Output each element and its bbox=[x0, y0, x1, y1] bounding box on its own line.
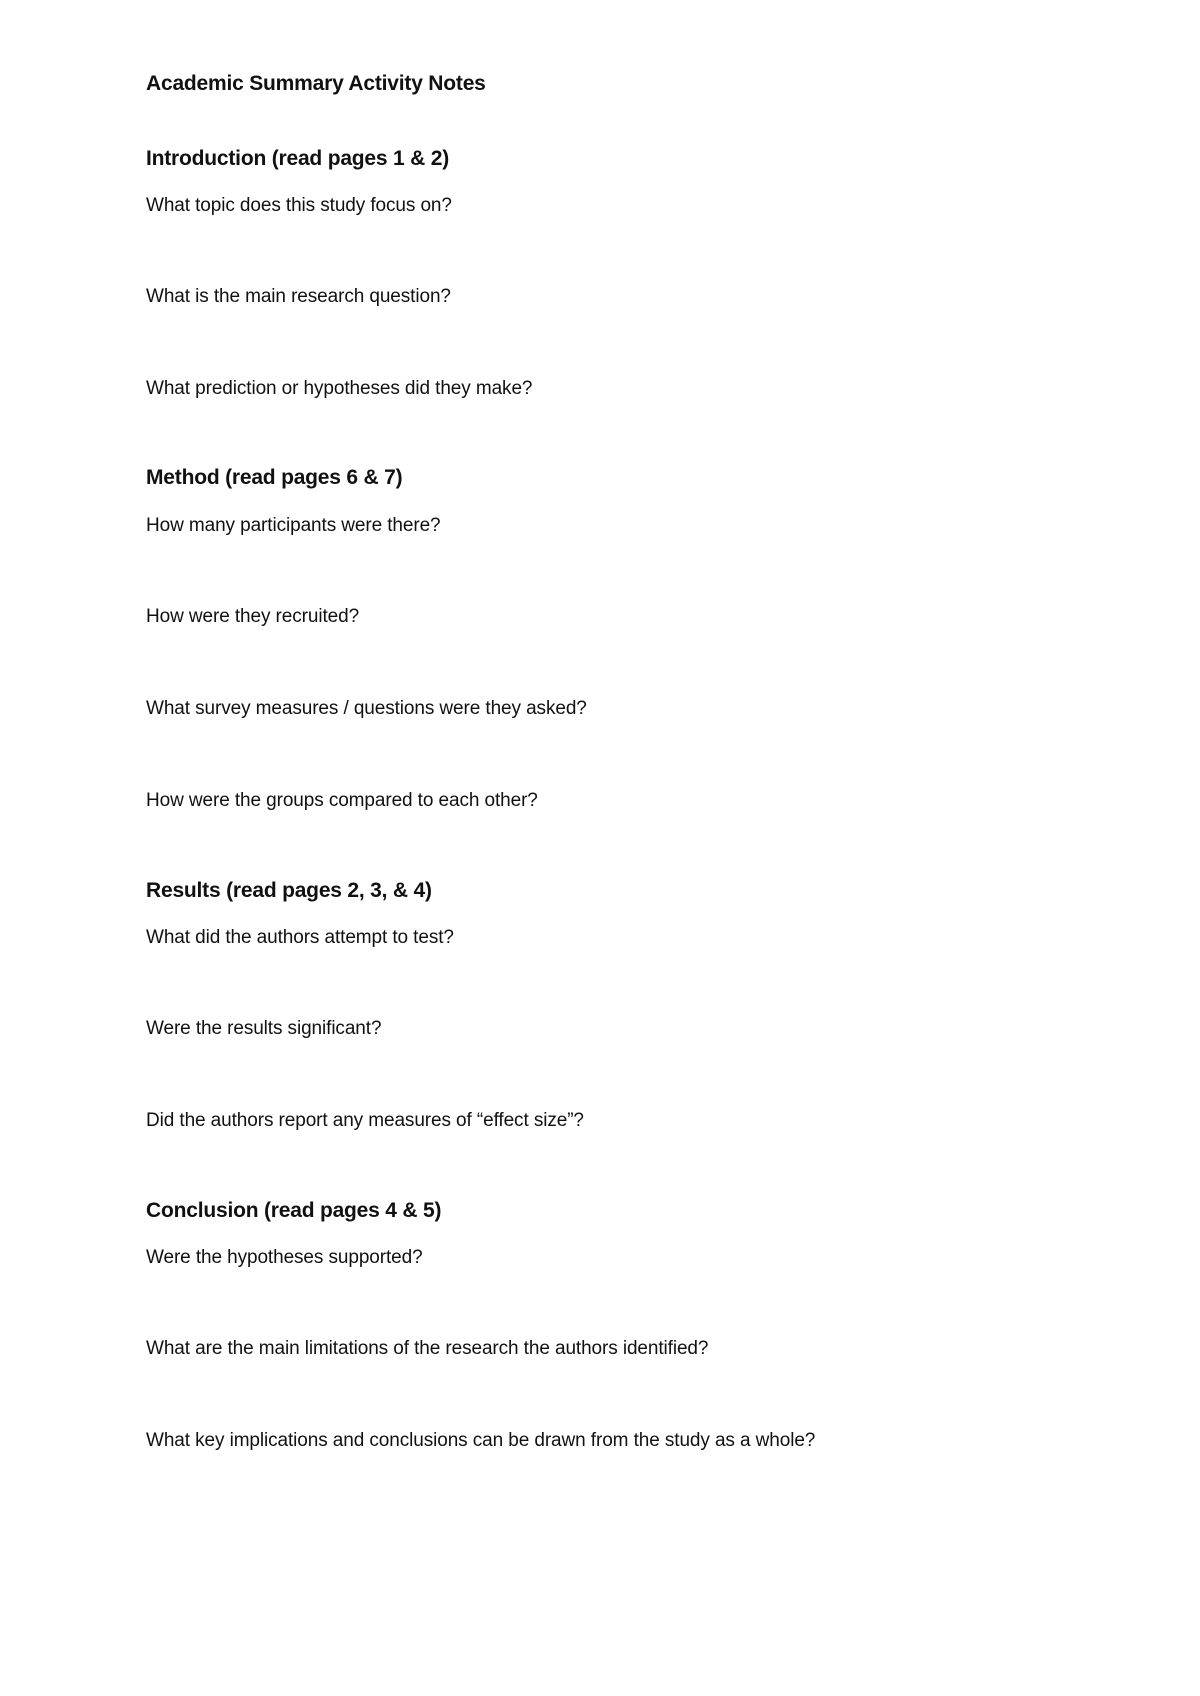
document-title: Academic Summary Activity Notes bbox=[146, 72, 486, 95]
question-introduction-3: What prediction or hypotheses did they make? bbox=[146, 378, 533, 399]
question-introduction-2: What is the main research question? bbox=[146, 286, 451, 307]
question-introduction-1: What topic does this study focus on? bbox=[146, 195, 452, 216]
question-results-2: Were the results significant? bbox=[146, 1018, 382, 1039]
question-method-2: How were they recruited? bbox=[146, 606, 360, 627]
section-heading-conclusion: Conclusion (read pages 4 & 5) bbox=[146, 1199, 442, 1222]
question-conclusion-1: Were the hypotheses supported? bbox=[146, 1247, 423, 1268]
question-results-3: Did the authors report any measures of “effect size”? bbox=[146, 1110, 584, 1131]
section-heading-introduction: Introduction (read pages 1 & 2) bbox=[146, 147, 450, 170]
question-method-1: How many participants were there? bbox=[146, 515, 441, 536]
question-conclusion-2: What are the main limitations of the research the authors identified? bbox=[146, 1338, 709, 1359]
section-heading-results: Results (read pages 2, 3, & 4) bbox=[146, 879, 432, 902]
question-conclusion-3: What key implications and conclusions can be drawn from the study as a whole? bbox=[146, 1430, 816, 1451]
question-method-4: How were the groups compared to each other? bbox=[146, 790, 538, 811]
section-heading-method: Method (read pages 6 & 7) bbox=[146, 466, 403, 489]
question-method-3: What survey measures / questions were they asked? bbox=[146, 698, 587, 719]
question-results-1: What did the authors attempt to test? bbox=[146, 927, 454, 948]
